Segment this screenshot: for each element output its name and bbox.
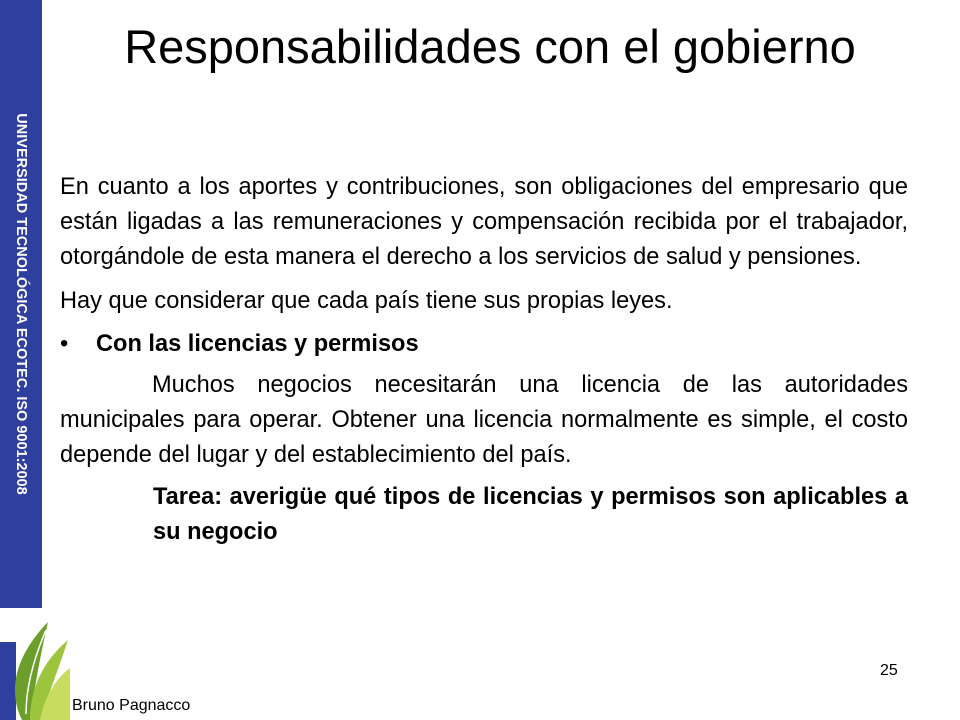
page-number: 25: [880, 662, 898, 679]
paragraph-laws: Hay que considerar que cada país tiene sus propias leyes.: [60, 288, 673, 314]
slide-body: [60, 170, 908, 550]
author-name: Bruno Pagnacco: [72, 697, 191, 714]
bullet-icon: •: [60, 331, 69, 357]
bullet-heading: Con las licencias y permisos: [96, 331, 419, 357]
paragraph-contributions: En cuanto a los aportes y contribuciones, son obligaciones del empresario que están ligadas a las remuneraciones y compensación recibida por el trabajador, otorgándole de esta manera el derecho a los servicios de salud y pensiones.: [60, 174, 908, 270]
sidebar-university-text: UNIVERSIDAD TECNOLÓGICA ECOTEC. ISO 9001:2008: [13, 113, 29, 495]
university-logo-icon: [0, 612, 70, 720]
bullet-item: [60, 327, 908, 362]
task-text: Tarea: averigüe qué tipos de licencias y permisos son aplicables a su negocio: [153, 484, 908, 545]
sidebar-banner: [0, 0, 42, 608]
paragraph-licenses: Muchos negocios necesitarán una licencia de las autoridades municipales para operar. Obtener una licencia normalmente es simple, el costo depende del lugar y del establecimiento del país.: [60, 372, 908, 468]
slide-title: Responsabilidades con el gobierno: [124, 20, 856, 73]
